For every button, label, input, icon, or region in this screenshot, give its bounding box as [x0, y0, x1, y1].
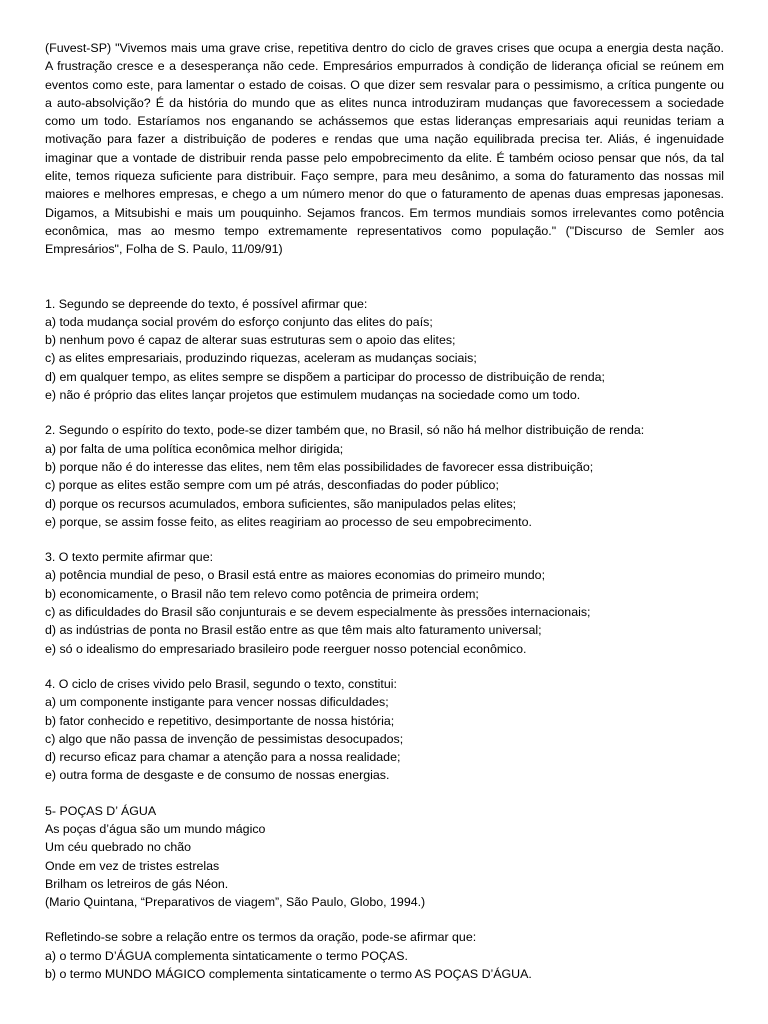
question-3	[45, 548, 724, 658]
option-d: d) em qualquer tempo, as elites sempre se dispõem a participar do processo de distribuição de renda;	[45, 369, 605, 384]
option-d: d) porque os recursos acumulados, embora suficientes, são manipulados pelas elites;	[45, 496, 517, 511]
question-stem: 4. O ciclo de crises vivido pelo Brasil, segundo o texto, constitui:	[45, 676, 397, 691]
option-b: b) nenhum povo é capaz de alterar suas estruturas sem o apoio das elites;	[45, 333, 456, 348]
poem-line: Brilham os letreiros de gás Néon.	[45, 876, 229, 891]
option-a: a) por falta de uma política econômica melhor dirigida;	[45, 441, 344, 456]
option-a: a) toda mudança social provém do esforço conjunto das elites do país;	[45, 314, 433, 329]
option-b: b) porque não é do interesse das elites, nem têm elas possibilidades de favorecer essa distribuição;	[45, 459, 594, 474]
spacer	[45, 911, 724, 928]
option-c: c) as elites empresariais, produzindo riquezas, aceleram as mudanças sociais;	[45, 351, 477, 366]
question-2	[45, 421, 724, 531]
poem-line: Onde em vez de tristes estrelas	[45, 858, 220, 873]
option-e: e) outra forma de desgaste e de consumo de nossas energias.	[45, 768, 390, 783]
question-title: 5- POÇAS D’ ÁGUA	[45, 803, 157, 818]
option-a: a) um componente instigante para vencer nossas dificuldades;	[45, 695, 389, 710]
question-5	[45, 802, 724, 912]
option-d: d) recurso eficaz para chamar a atenção para a nossa realidade;	[45, 750, 401, 765]
document-page	[45, 39, 724, 983]
option-e: e) só o idealismo do empresariado brasileiro pode reerguer nosso potencial econômico.	[45, 641, 527, 656]
spacer	[45, 404, 724, 421]
option-c: c) algo que não passa de invenção de pessimistas desocupados;	[45, 731, 404, 746]
option-b: b) fator conhecido e repetitivo, desimportante de nossa história;	[45, 713, 395, 728]
option-e: e) porque, se assim fosse feito, as elites reagiriam ao processo de seu empobrecimento.	[45, 514, 532, 529]
question-4	[45, 675, 724, 785]
spacer	[45, 658, 724, 675]
question-stem: 1. Segundo se depreende do texto, é possível afirmar que:	[45, 296, 368, 311]
spacer	[45, 531, 724, 548]
option-a: a) o termo D’ÁGUA complementa sintaticamente o termo POÇAS.	[45, 948, 408, 963]
option-d: d) as indústrias de ponta no Brasil estão entre as que têm mais alto faturamento universal;	[45, 623, 542, 638]
option-b: b) economicamente, o Brasil não tem relevo como potência de primeira ordem;	[45, 586, 479, 601]
option-e: e) não é próprio das elites lançar projetos que estimulem mudanças na sociedade como um todo.	[45, 388, 581, 403]
question-5-prompt	[45, 928, 724, 983]
question-stem: 3. O texto permite afirmar que:	[45, 550, 214, 565]
option-c: c) porque as elites estão sempre com um pé atrás, desconfiadas do poder público;	[45, 478, 499, 493]
spacer	[45, 259, 724, 295]
poem-line: As poças d’água são um mundo mágico	[45, 821, 266, 836]
question-1	[45, 295, 724, 405]
poem-line: Um céu quebrado no chão	[45, 840, 192, 855]
question-stem: Refletindo-se sobre a relação entre os termos da oração, pode-se afirmar que:	[45, 930, 477, 945]
option-a: a) potência mundial de peso, o Brasil está entre as maiores economias do primeiro mundo;	[45, 568, 546, 583]
poem-source: (Mario Quintana, “Preparativos de viagem”, São Paulo, Globo, 1994.)	[45, 895, 426, 910]
option-b: b) o termo MUNDO MÁGICO complementa sintaticamente o termo AS POÇAS D’ÁGUA.	[45, 967, 532, 982]
option-c: c) as dificuldades do Brasil são conjunturais e se devem especialmente às pressões internacionais;	[45, 605, 591, 620]
question-stem: 2. Segundo o espírito do texto, pode-se dizer também que, no Brasil, só não há melhor distribuição de renda:	[45, 423, 645, 438]
spacer	[45, 785, 724, 802]
intro-paragraph: (Fuvest-SP) "Vivemos mais uma grave crise, repetitiva dentro do ciclo de graves crises que ocupa a energia desta nação. A frustração cresce e a desesperança não cede. Empresários empurrados à condição de liderança oficial se reúnem em eventos como este, para lamentar o estado de coisas. O que dizer sem resvalar para o pessimismo, a crítica pungente ou a auto-absolvição? É da história do mundo que as elites nunca introduziram mudanças que favorecessem a sociedade como um todo. Estaríamos nos enganando se achássemos que estas lideranças empresariais aqui reunidas teriam a motivação para fazer a distribuição de poderes e rendas que uma nação equilibrada precisa ter. Aliás, é ingenuidade imaginar que a vontade de distribuir renda passe pelo empobrecimento da elite. É também ocioso pensar que nós, da tal elite, temos riqueza suficiente para distribuir. Faço sempre, para meu desânimo, a soma do faturamento das nossas mil maiores e melhores empresas, e chego a um número menor do que o faturamento de apenas duas empresas japonesas. Digamos, a Mitsubishi e mais um pouquinho. Sejamos francos. Em termos mundiais somos irrelevantes como potência econômica, mas ao mesmo tempo extremamente representativos como população." ("Discurso de Semler aos Empresários", Folha de S. Paulo, 11/09/91)	[45, 41, 724, 257]
